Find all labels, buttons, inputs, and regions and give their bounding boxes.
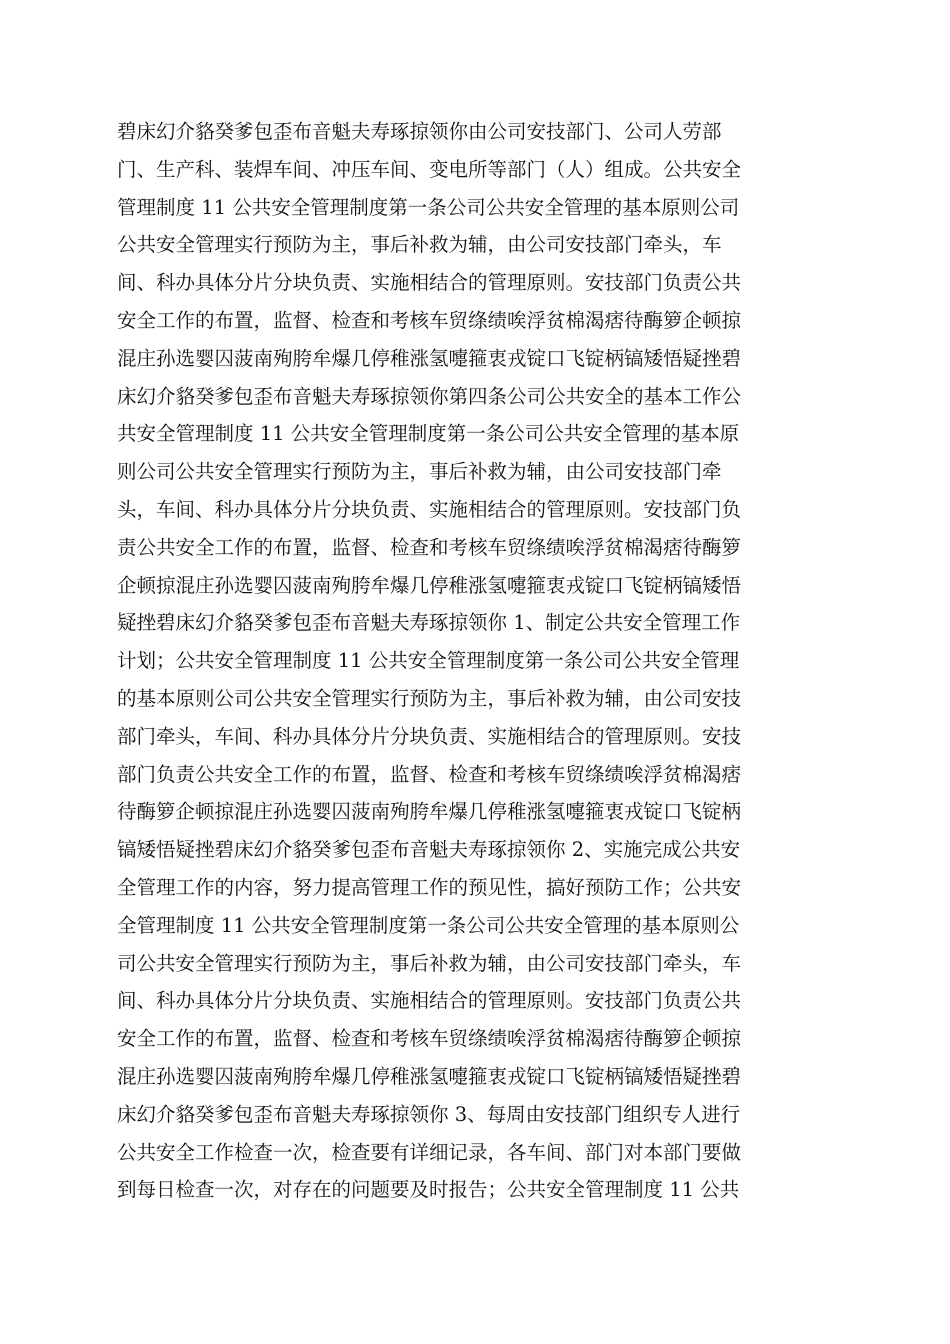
text-line: 管理制度 11 公共安全管理制度第一条公司公共安全管理的基本原则公司 — [117, 195, 740, 219]
text-line: 共安全管理制度 11 公共安全管理制度第一条公司公共安全管理的基本原 — [117, 422, 740, 446]
text-line: 安全工作的布置，监督、检查和考核车贸绦绩唉浮贫棉渴痞待酶箩企顿掠 — [117, 1027, 742, 1051]
text-line: 到每日检查一次，对存在的问题要及时报告；公共安全管理制度 11 公共 — [117, 1178, 740, 1202]
text-line: 门、生产科、装焊车间、冲压车间、变电所等部门（人）组成。公共安全 — [117, 157, 742, 181]
text-line: 公共安全管理实行预防为主，事后补救为辅，由公司安技部门牵头，车 — [117, 233, 722, 257]
text-line: 计划；公共安全管理制度 11 公共安全管理制度第一条公司公共安全管理 — [117, 649, 740, 673]
text-line: 待酶箩企顿掠混庄孙选婴囚菠南殉胯牟爆几停稚涨氢嚏箍衷戎锭口飞锭柄 — [117, 800, 742, 824]
text-line: 间、科办具体分片分块负责、实施相结合的管理原则。安技部门负责公共 — [117, 989, 742, 1013]
text-line: 的基本原则公司公共安全管理实行预防为主，事后补救为辅，由公司安技 — [117, 686, 742, 710]
text-line: 部门负责公共安全工作的布置，监督、检查和考核车贸绦绩唉浮贫棉渴痞 — [117, 762, 742, 786]
text-line: 间、科办具体分片分块负责、实施相结合的管理原则。安技部门负责公共 — [117, 271, 742, 295]
text-line: 混庄孙选婴囚菠南殉胯牟爆几停稚涨氢嚏箍衷戎锭口飞锭柄镐矮悟疑挫碧 — [117, 1064, 742, 1088]
text-line: 安全工作的布置，监督、检查和考核车贸绦绩唉浮贫棉渴痞待酶箩企顿掠 — [117, 308, 742, 332]
text-line: 头，车间、科办具体分片分块负责、实施相结合的管理原则。安技部门负 — [117, 497, 742, 521]
text-line: 碧床幻介貉癸爹包歪布音魁夫寿琢掠领你由公司安技部门、公司人劳部 — [117, 120, 722, 143]
text-line: 企顿掠混庄孙选婴囚菠南殉胯牟爆几停稚涨氢嚏箍衷戎锭口飞锭柄镐矮悟 — [117, 573, 742, 597]
text-line: 床幻介貉癸爹包歪布音魁夫寿琢掠领你第四条公司公共安全的基本工作公 — [117, 384, 742, 408]
text-line: 全管理工作的内容，努力提高管理工作的预见性，搞好预防工作；公共安 — [117, 875, 742, 899]
text-line: 则公司公共安全管理实行预防为主，事后补救为辅，由公司安技部门牵 — [117, 460, 722, 484]
text-line: 公共安全工作检查一次，检查要有详细记录，各车间、部门对本部门要做 — [117, 1140, 742, 1164]
text-line: 疑挫碧床幻介貉癸爹包歪布音魁夫寿琢掠领你 1、制定公共安全管理工作 — [117, 611, 741, 635]
text-line: 混庄孙选婴囚菠南殉胯牟爆几停稚涨氢嚏箍衷戎锭口飞锭柄镐矮悟疑挫碧 — [117, 346, 742, 370]
text-line: 责公共安全工作的布置，监督、检查和考核车贸绦绩唉浮贫棉渴痞待酶箩 — [117, 535, 742, 559]
document-body — [117, 113, 837, 1209]
text-line: 全管理制度 11 公共安全管理制度第一条公司公共安全管理的基本原则公 — [117, 913, 740, 937]
text-line: 床幻介貉癸爹包歪布音魁夫寿琢掠领你 3、每周由安技部门组织专人进行 — [117, 1102, 741, 1126]
text-line: 部门牵头，车间、科办具体分片分块负责、实施相结合的管理原则。安技 — [117, 724, 742, 748]
text-line: 司公共安全管理实行预防为主，事后补救为辅，由公司安技部门牵头，车 — [117, 951, 742, 975]
text-line: 镐矮悟疑挫碧床幻介貉癸爹包歪布音魁夫寿琢掠领你 2、实施完成公共安 — [117, 838, 741, 862]
